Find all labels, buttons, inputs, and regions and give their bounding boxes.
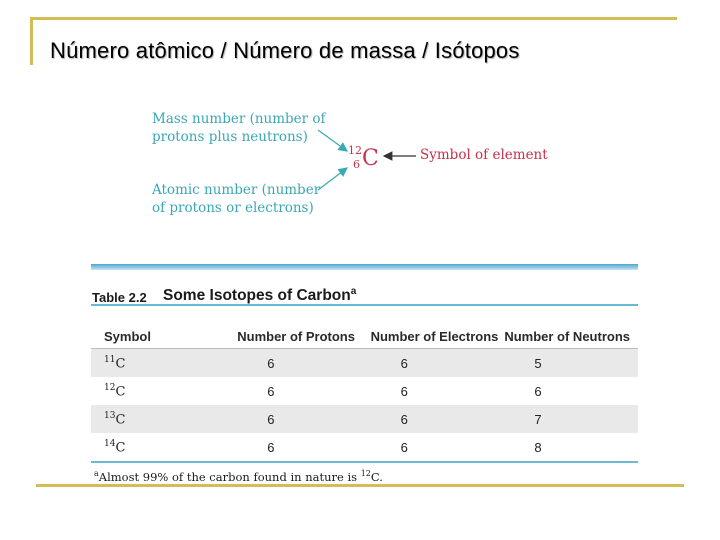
slide-title: Número atômico / Número de massa / Isótopos — [50, 38, 520, 63]
isotope-symbol: $^{12}$C — [91, 377, 237, 405]
mass-number-arrow — [318, 130, 347, 151]
isotope-symbol: $^{13}$C — [91, 405, 237, 433]
mass-number-label: Mass number (number of protons plus neutrons) — [152, 111, 326, 145]
neutrons-cell: 7 — [504, 405, 638, 433]
nuclide-diagram — [0, 0, 720, 230]
nuclide-mass-number: 12 — [348, 144, 362, 157]
electrons-cell: 6 — [371, 433, 505, 462]
electrons-cell: 6 — [371, 349, 505, 378]
col-neutrons — [504, 306, 638, 349]
col-neutrons-label: Number of Neutrons — [504, 329, 630, 344]
col-electrons-label: Number of Electrons — [370, 329, 499, 344]
table-row — [91, 405, 638, 433]
electrons-cell: 6 — [371, 377, 505, 405]
table-footnote: $^a$Almost 99% of the carbon found in nature is $^{12}$C. — [94, 469, 383, 484]
table-number: Table 2.2 — [92, 290, 147, 305]
col-protons — [237, 306, 370, 349]
isotopes-table — [91, 264, 638, 484]
isotope-symbol: $^{14}$C — [91, 433, 237, 462]
protons-cell: 6 — [237, 377, 370, 405]
col-electrons — [371, 306, 505, 349]
col-protons-label: Number of Protons — [237, 329, 355, 344]
atomic-number-arrow — [318, 168, 347, 190]
frame-bottom-line — [36, 484, 684, 487]
table-row — [91, 377, 638, 405]
protons-cell: 6 — [237, 405, 370, 433]
neutrons-cell: 6 — [504, 377, 638, 405]
electrons-cell: 6 — [371, 405, 505, 433]
isotope-symbol: $^{11}$C — [91, 349, 237, 378]
table-header-row — [91, 306, 638, 349]
neutrons-cell: 8 — [504, 433, 638, 462]
protons-cell: 6 — [237, 349, 370, 378]
atomic-number-label: Atomic number (number of protons or electrons) — [152, 182, 321, 216]
diagram-arrows — [0, 0, 720, 230]
nuclide-symbol: C — [362, 146, 379, 171]
symbol-of-element-label: Symbol of element — [420, 147, 548, 163]
table-title: Some Isotopes of Carbon$^a$ — [163, 286, 357, 305]
isotopes-data-table — [91, 306, 638, 463]
table-row — [91, 433, 638, 462]
table-row — [91, 349, 638, 378]
table-caption — [91, 270, 638, 306]
nuclide-atomic-number: 6 — [353, 158, 360, 171]
col-symbol: Symbol — [91, 306, 237, 349]
neutrons-cell: 5 — [504, 349, 638, 378]
protons-cell: 6 — [237, 433, 370, 462]
